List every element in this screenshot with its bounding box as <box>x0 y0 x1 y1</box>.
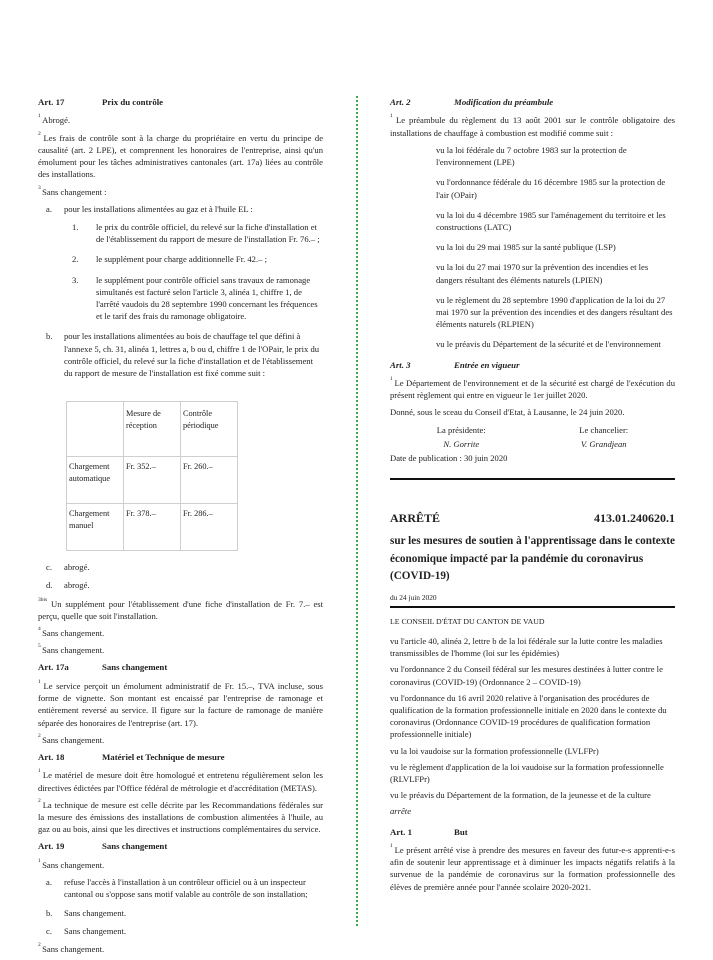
paragraph: $^2$ Sans changement. <box>38 732 105 745</box>
arrete-label: ARRÊTÉ <box>390 511 441 526</box>
separator-line <box>390 606 675 608</box>
paragraph: $^3$ Sans changement : <box>38 184 107 197</box>
arrete-title: sur les mesures de soutien à l'apprentissage dans le contexte économique impacté par la pandémie du coronavirus (COVID-19) <box>390 535 675 582</box>
preamble-item: vu la loi du 4 décembre 1985 sur l'aménagement du territoire et les constructions (LATC) <box>436 209 666 232</box>
art1-heading: Art. 1 But <box>390 826 468 837</box>
signature-names: N. Gorrite V. Grandjean <box>443 438 627 449</box>
art17a-heading: Art. 17a Sans changement <box>38 662 168 673</box>
preamble-item: vu la loi du 29 mai 1985 sur la santé publique (LSP) <box>436 242 616 253</box>
article-number: Art. 17 <box>38 97 65 107</box>
preamble-item: vu le préavis du Département de la formation, de la jeunesse et de la culture <box>390 790 651 801</box>
list-item: a. pour les installations alimentées au gaz et à l'huile EL : <box>46 203 253 214</box>
preamble-item: vu l'article 40, alinéa 2, lettre b de la loi fédérale sur la lutte contre les maladies transmissibles de l'homme (loi sur les épidémies) <box>390 635 663 659</box>
list-item: b. pour les installations alimentées au bois de chauffage tel que défini à l'annexe 5, ch. 31, alinéa 1, lettres a, b ou d, chiffre 1 de l'OPair, le prix du contrôle officiel, du relevé sur la fiche d'installation et de l'établissement du rapport de mesure de l'installation est fixé comme suit : <box>46 331 320 378</box>
paragraph: $^4$ Sans changement. <box>38 626 105 639</box>
paragraph: $^2$ Les frais de contrôle sont à la charge du propriétaire en vertu du principe de causalité (art. 2 LPE), et comprennent les honoraires de l'entreprise, ainsi qu'un émolument pour les tâches administratives cantonales (art. 17a) liées au contrôle des installations. <box>38 130 324 180</box>
list-item: 1. le prix du contrôle officiel, du relevé sur la fiche d'installation et de l'établissement du rapport de mesure de l'installation Fr. 76.– ; <box>72 221 320 245</box>
list-item: b. Sans changement. <box>46 907 127 918</box>
list-item: c. abrogé. <box>46 562 90 573</box>
preamble-item: vu le règlement d'application de la loi vaudoise sur la formation professionnelle (RLVLFPr) <box>390 761 664 784</box>
paragraph: $^1$ Le service perçoit un émolument administratif de Fr. 15.–, TVA incluse, sous forme de vignette. Son montant est encaissé par l'entreprise de ramonage et entièrement reversé au service. Il figure sur la facture de ramonage de manière séparée des honoraires de l'entreprise (art. 17). <box>38 678 323 728</box>
column-divider <box>356 96 358 926</box>
preamble-item: vu la loi du 27 mai 1970 sur la prévention des incendies et les dangers résultant des éléments naturels (LPIEN) <box>436 262 649 285</box>
given-line: Donné, sous le sceau du Conseil d'Etat, à Lausanne, le 24 juin 2020. <box>390 407 625 418</box>
preamble-item: vu l'ordonnance 2 du Conseil fédéral sur les mesures destinées à lutter contre le coronavirus (COVID-19) (Ordonnance 2 – COVID-19) <box>390 664 663 687</box>
art17-heading <box>38 96 323 108</box>
preamble-item: vu l'ordonnance du 16 avril 2020 relative à l'organisation des procédures de qualification de la formation professionnelle initiale en 2020 dans le contexte du coronavirus (Ordonnance COVID-19 procédures de qualification formation professionnelle initiale) <box>390 692 667 740</box>
arrete-date: du 24 juin 2020 <box>390 593 437 603</box>
art2-heading: Art. 2 Modification du préambule <box>390 97 554 107</box>
list-item: a. refuse l'accès à l'installation à un contrôleur officiel ou à un inspecteur cantonal ou s'oppose sans motif valable au contrôle de son installation; <box>46 877 308 900</box>
paragraph: $^1$ Le préambule du règlement du 13 août 2001 sur le contrôle obligatoire des installations de chauffage à combustion est modifié comme suit : <box>390 113 676 138</box>
paragraph: $^2$ La technique de mesure est celle décrite par les Recommandations fédérales sur la mesure des émissions des installations de combustion alimentées à l'huile, au gaz ou au bois, ainsi que les directives et instructions complémentaires du service. <box>38 797 323 835</box>
paragraph: $^5$ Sans changement. <box>38 643 105 656</box>
left-column <box>38 96 323 960</box>
signature-roles: La présidente: Le chancelier: <box>436 424 629 435</box>
arrete-word: arrête <box>390 806 412 817</box>
preamble-item: vu le préavis du Département de la sécurité et de l'environnement <box>436 339 661 350</box>
paragraph: $^1$ Sans changement. <box>38 857 105 870</box>
table-row: Chargement manuel Fr. 378.– Fr. 286.– <box>67 504 238 551</box>
article-title: Prix du contrôle <box>102 97 164 107</box>
paragraph: $^1$ Le présent arrêté vise à prendre des mesures en faveur des futur-e-s apprenti-e-s afin de soutenir leur apprentissage et à diminuer les impacts négatifs relatifs à la survenue de la pandémie de coronavirus sur la formation professionnelle des élèves de première année pour l'année scolaire 2020-2021. <box>390 843 676 892</box>
council-name: LE CONSEIL D'ÉTAT DU CANTON DE VAUD <box>390 616 545 626</box>
list-item: 3. le supplément pour contrôle officiel sans travaux de ramonage simultanés est facturé selon l'article 3, alinéa 1, chiffre 1, de l'arrêté vaudois du 28 septembre 1990 concernant les fréquences et le tarif des frais du ramonage obligatoire. <box>72 274 318 322</box>
right-column <box>390 96 675 898</box>
preamble-item: vu l'ordonnance fédérale du 16 décembre 1985 sur la protection de l'air (OPair) <box>436 177 666 200</box>
list-item: 2. le supplément pour charge additionnelle Fr. 42.– ; <box>72 254 267 265</box>
paragraph: $^{3bis}$ Un supplément pour l'établissement d'une fiche d'installation de Fr. 7.– est perçu, quelle que soit l'installation. <box>38 596 323 621</box>
list-item: c. Sans changement. <box>46 925 127 936</box>
preamble-item: vu la loi fédérale du 7 octobre 1983 sur la protection de l'environnement (LPE) <box>436 144 627 168</box>
tariff-table <box>66 401 238 551</box>
art19-heading: Art. 19 Sans changement <box>38 841 168 852</box>
art18-heading: Art. 18 Matériel et Technique de mesure <box>38 751 225 762</box>
table-header-row: Mesure de réception Contrôle périodique <box>67 402 238 457</box>
table-row: Chargement automatique Fr. 352.– Fr. 260.– <box>67 457 238 504</box>
preamble-item: vu la loi vaudoise sur la formation professionnelle (LVLFPr) <box>390 745 599 756</box>
paragraph: $^1$ Le matériel de mesure doit être homologué et entretenu régulièrement selon les directives édictées par l'Office fédéral de métrologie et d'accréditation (METAS). <box>38 768 323 793</box>
list-item: d. abrogé. <box>46 580 90 591</box>
separator-line <box>390 478 675 480</box>
paragraph: $^1$ Le Département de l'environnement et de la sécurité est chargé de l'exécution du présent règlement qui entre en vigueur le 1er juillet 2020. <box>390 376 676 401</box>
paragraph: $^2$ Sans changement. <box>38 941 105 954</box>
art3-heading: Art. 3 Entrée en vigueur <box>390 359 520 370</box>
arrete-number: 413.01.240620.1 <box>594 511 675 526</box>
publication-date: Date de publication : 30 juin 2020 <box>390 453 508 464</box>
paragraph: $^1$ Abrogé. <box>38 113 71 126</box>
preamble-item: vu le règlement du 28 septembre 1990 d'application de la loi du 27 mai 1970 sur la prévention des incendies et des dangers résultant des éléments naturels (RLPIEN) <box>436 294 673 330</box>
arrete-header <box>390 510 675 527</box>
